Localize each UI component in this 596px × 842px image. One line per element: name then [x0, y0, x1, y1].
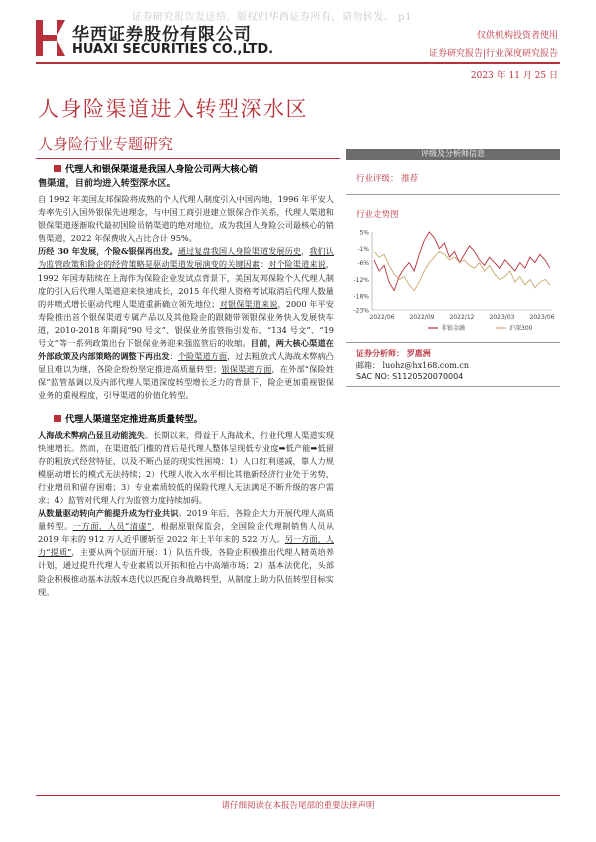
analyst-name: 证券分析师： 罗惠洲 — [356, 348, 431, 358]
section-heading — [38, 413, 334, 427]
paragraph — [38, 193, 334, 245]
trend-chart-label: 行业走势图 — [356, 210, 399, 220]
report-type: 证券研究报告|行业深度研究报告 — [428, 49, 558, 59]
paragraph-text: ， — [301, 246, 310, 257]
analyst-sac-number: SAC NO: S1120520070004 — [356, 372, 464, 381]
x-tick-label: 2022/09 — [409, 314, 435, 321]
y-tick-label: -6% — [357, 260, 369, 268]
paragraph-text: 。长期以来，得益于人海战术，行业代理人渠道实现快速增长。然而，在渠道低门槛的背后是代理人整体呈现低专业度➡低产能➡低留存的粗放式经营特征，以及不断凸显的现实性困境：1）人口红利递减，靠人力规模驱动增长的模式无法持续；2）代理人收入水平相比其他新经济行业处于劣势，行业增员和留存困难；3）专业素质较低的保险代理人无法满足不断升级的客户需求；4）监管对代理人行为监管力度持续加码。 — [38, 429, 334, 505]
x-tick-label: 2022/12 — [449, 314, 475, 321]
paragraph-text: 自 1992 年美国友邦保险将成熟的个人代理人制度引入中国内地，1996 年平安人寿率先引入国外银保先进理念，与中国工商引进建立银保合作关系，代理人渠道和银保渠道逐渐取代最初国险员销渠道的绝对地位，成为我国人身险公司最核心的销售渠道，2022 年保费收入占比合计 95%。 — [38, 194, 334, 244]
sidebar-band — [346, 149, 560, 160]
paragraph-emphasis: 对个险渠道来说 — [268, 259, 326, 270]
company-name-en: HUAXI SECURITIES CO.,LTD. — [72, 42, 274, 57]
paragraph-text: ，在外部“保险姓保”监管基调以及内部代理人渠道深度转型增长乏力的背景下，险企更加重视银保业务的重视程度，引导渠道的价值化转型。 — [38, 364, 334, 401]
footer-divider — [36, 795, 560, 796]
subtitle-divider — [36, 158, 340, 159]
report-date: 2023 年 11 月 25 日 — [470, 71, 558, 81]
section-heading-line1: 代理人渠道坚定推进高质量转型。 — [65, 413, 203, 425]
paragraph — [38, 429, 334, 508]
paragraph-text: ，1992 年国寿陆续在上海作为保险企业发试点背景下，美国友邦保险个人代理人制度的引入后代理人渠道迎来快速成长，2015 年代理人资格考试取消后代理人数量的井喷式增长驱动代理人渠道重新确立领先地位； — [38, 259, 334, 309]
paragraph-text: 。2019 年后，各险企大力开展代理人高质量转型。 — [38, 508, 334, 532]
paragraph-emphasis: 一方面，人员“清虚” — [72, 521, 152, 532]
sidebar-divider — [346, 194, 560, 195]
paragraph — [38, 507, 334, 599]
watermark: 证券研究报告发送给，版权归华西证券所有，请勿转发。 p1 — [132, 12, 412, 23]
legend-entry: 沪深300 — [509, 325, 533, 332]
bullet-square-icon — [54, 165, 61, 172]
paragraph-emphasis: 我们认为监管政策和险企的经营策略是驱动渠道发展演变的关键因素 — [38, 246, 334, 270]
x-tick-label: 2023/06 — [529, 314, 555, 321]
paragraph-emphasis: 另一方面，人力“提质” — [38, 534, 334, 558]
paragraph-emphasis: 通过复盘我国人身险渠道发展历史 — [177, 246, 302, 257]
paragraph-text: ： — [259, 259, 269, 270]
paragraph-text: ： — [169, 351, 178, 362]
paragraph — [38, 245, 334, 402]
paragraph-text: ，根据原银保监会，全国险企代理制销售人员从 2019 年末的 912 万人近乎腰斩至 2022 年上半年末的 522 万人。 — [38, 521, 334, 545]
legal-notice: 请仔细阅读在本报告尾部的重要法律声明 — [221, 801, 375, 811]
company-name-cn: 华西证券股份有限公司 — [72, 25, 252, 45]
sidebar-divider — [346, 386, 560, 387]
series-line-2 — [374, 252, 550, 291]
section-heading-line2: 售渠道，目前均进入转型深水区。 — [38, 178, 176, 189]
paragraph-emphasis: 对银保渠道来说 — [219, 298, 278, 309]
paragraph-emphasis: 银保渠道方面 — [221, 364, 272, 375]
y-tick-label: -12% — [353, 276, 369, 284]
section-heading-line1: 代理人和银保渠道是我国人身险公司两大核心销 — [65, 164, 258, 175]
huaxi-logo-icon — [36, 18, 66, 58]
sidebar-divider — [346, 342, 560, 343]
y-tick-label: -23% — [353, 307, 369, 315]
analyst-email: 邮箱： luohz@hx168.com.cn — [356, 361, 469, 370]
industry-trend-chart — [346, 226, 560, 338]
institutional-note: 仅供机构投资者使用 — [476, 31, 558, 41]
report-title: 人身险渠道进入转型深水区 — [38, 97, 308, 121]
y-tick-label: -18% — [353, 293, 369, 301]
paragraph-text: ，主要从两个层面开展：1）队伍升级，各险企积极推出代理人精英培养计划，通过提升代理人专业素质以开拓和抢占中高端市场；2）基本法优化，头部险企积极推动基本法版本迭代以匹配自身战略转型，从制度上助力队伍转型目标实现。 — [38, 547, 334, 597]
x-tick-label: 2023/03 — [489, 314, 515, 321]
bullet-square-icon — [54, 415, 61, 422]
paragraph-lead: 人海战术弊病凸显且动能流失 — [38, 429, 145, 440]
report-subtitle: 人身险行业专题研究 — [38, 135, 174, 153]
paragraph-text: ，过去粗放式人海战术弊病凸显且难以为继，各险企纷纷坚定推进高质量转型； — [38, 351, 334, 375]
paragraph-lead: 从数量驱动转向产能提升成为行业共识 — [38, 508, 179, 519]
legend-entry: 非银金融 — [441, 325, 466, 332]
y-tick-label: 5% — [359, 229, 369, 237]
industry-rating: 行业评级： 推荐 — [356, 174, 419, 184]
section-heading — [38, 163, 334, 191]
paragraph-bold: 目前，两大核心渠道在外部政策及内部策略的调整下再出发 — [38, 338, 334, 362]
header-divider — [36, 62, 560, 64]
x-tick-label: 2022/06 — [369, 314, 395, 321]
paragraph-lead: 历经 30 年发展，个险&银保再出发。 — [38, 246, 178, 257]
sidebar-band-label: 评级及分析师信息 — [421, 149, 485, 158]
y-tick-label: -1% — [357, 246, 369, 254]
paragraph-emphasis: 个险渠道方面 — [177, 351, 228, 362]
main-content — [38, 163, 334, 599]
paragraph-text: ，2000 年平安寿险推出首个银保渠道专属产品以及其他险企的跟随带领银保业务快入发展快车道，2010-2018 年期间“90 号文”、银保业务监管指引发布、“134 号文”、“19 号文”等一系列政策出台下银保业务迎来强监管后的收缩。 — [38, 298, 334, 349]
